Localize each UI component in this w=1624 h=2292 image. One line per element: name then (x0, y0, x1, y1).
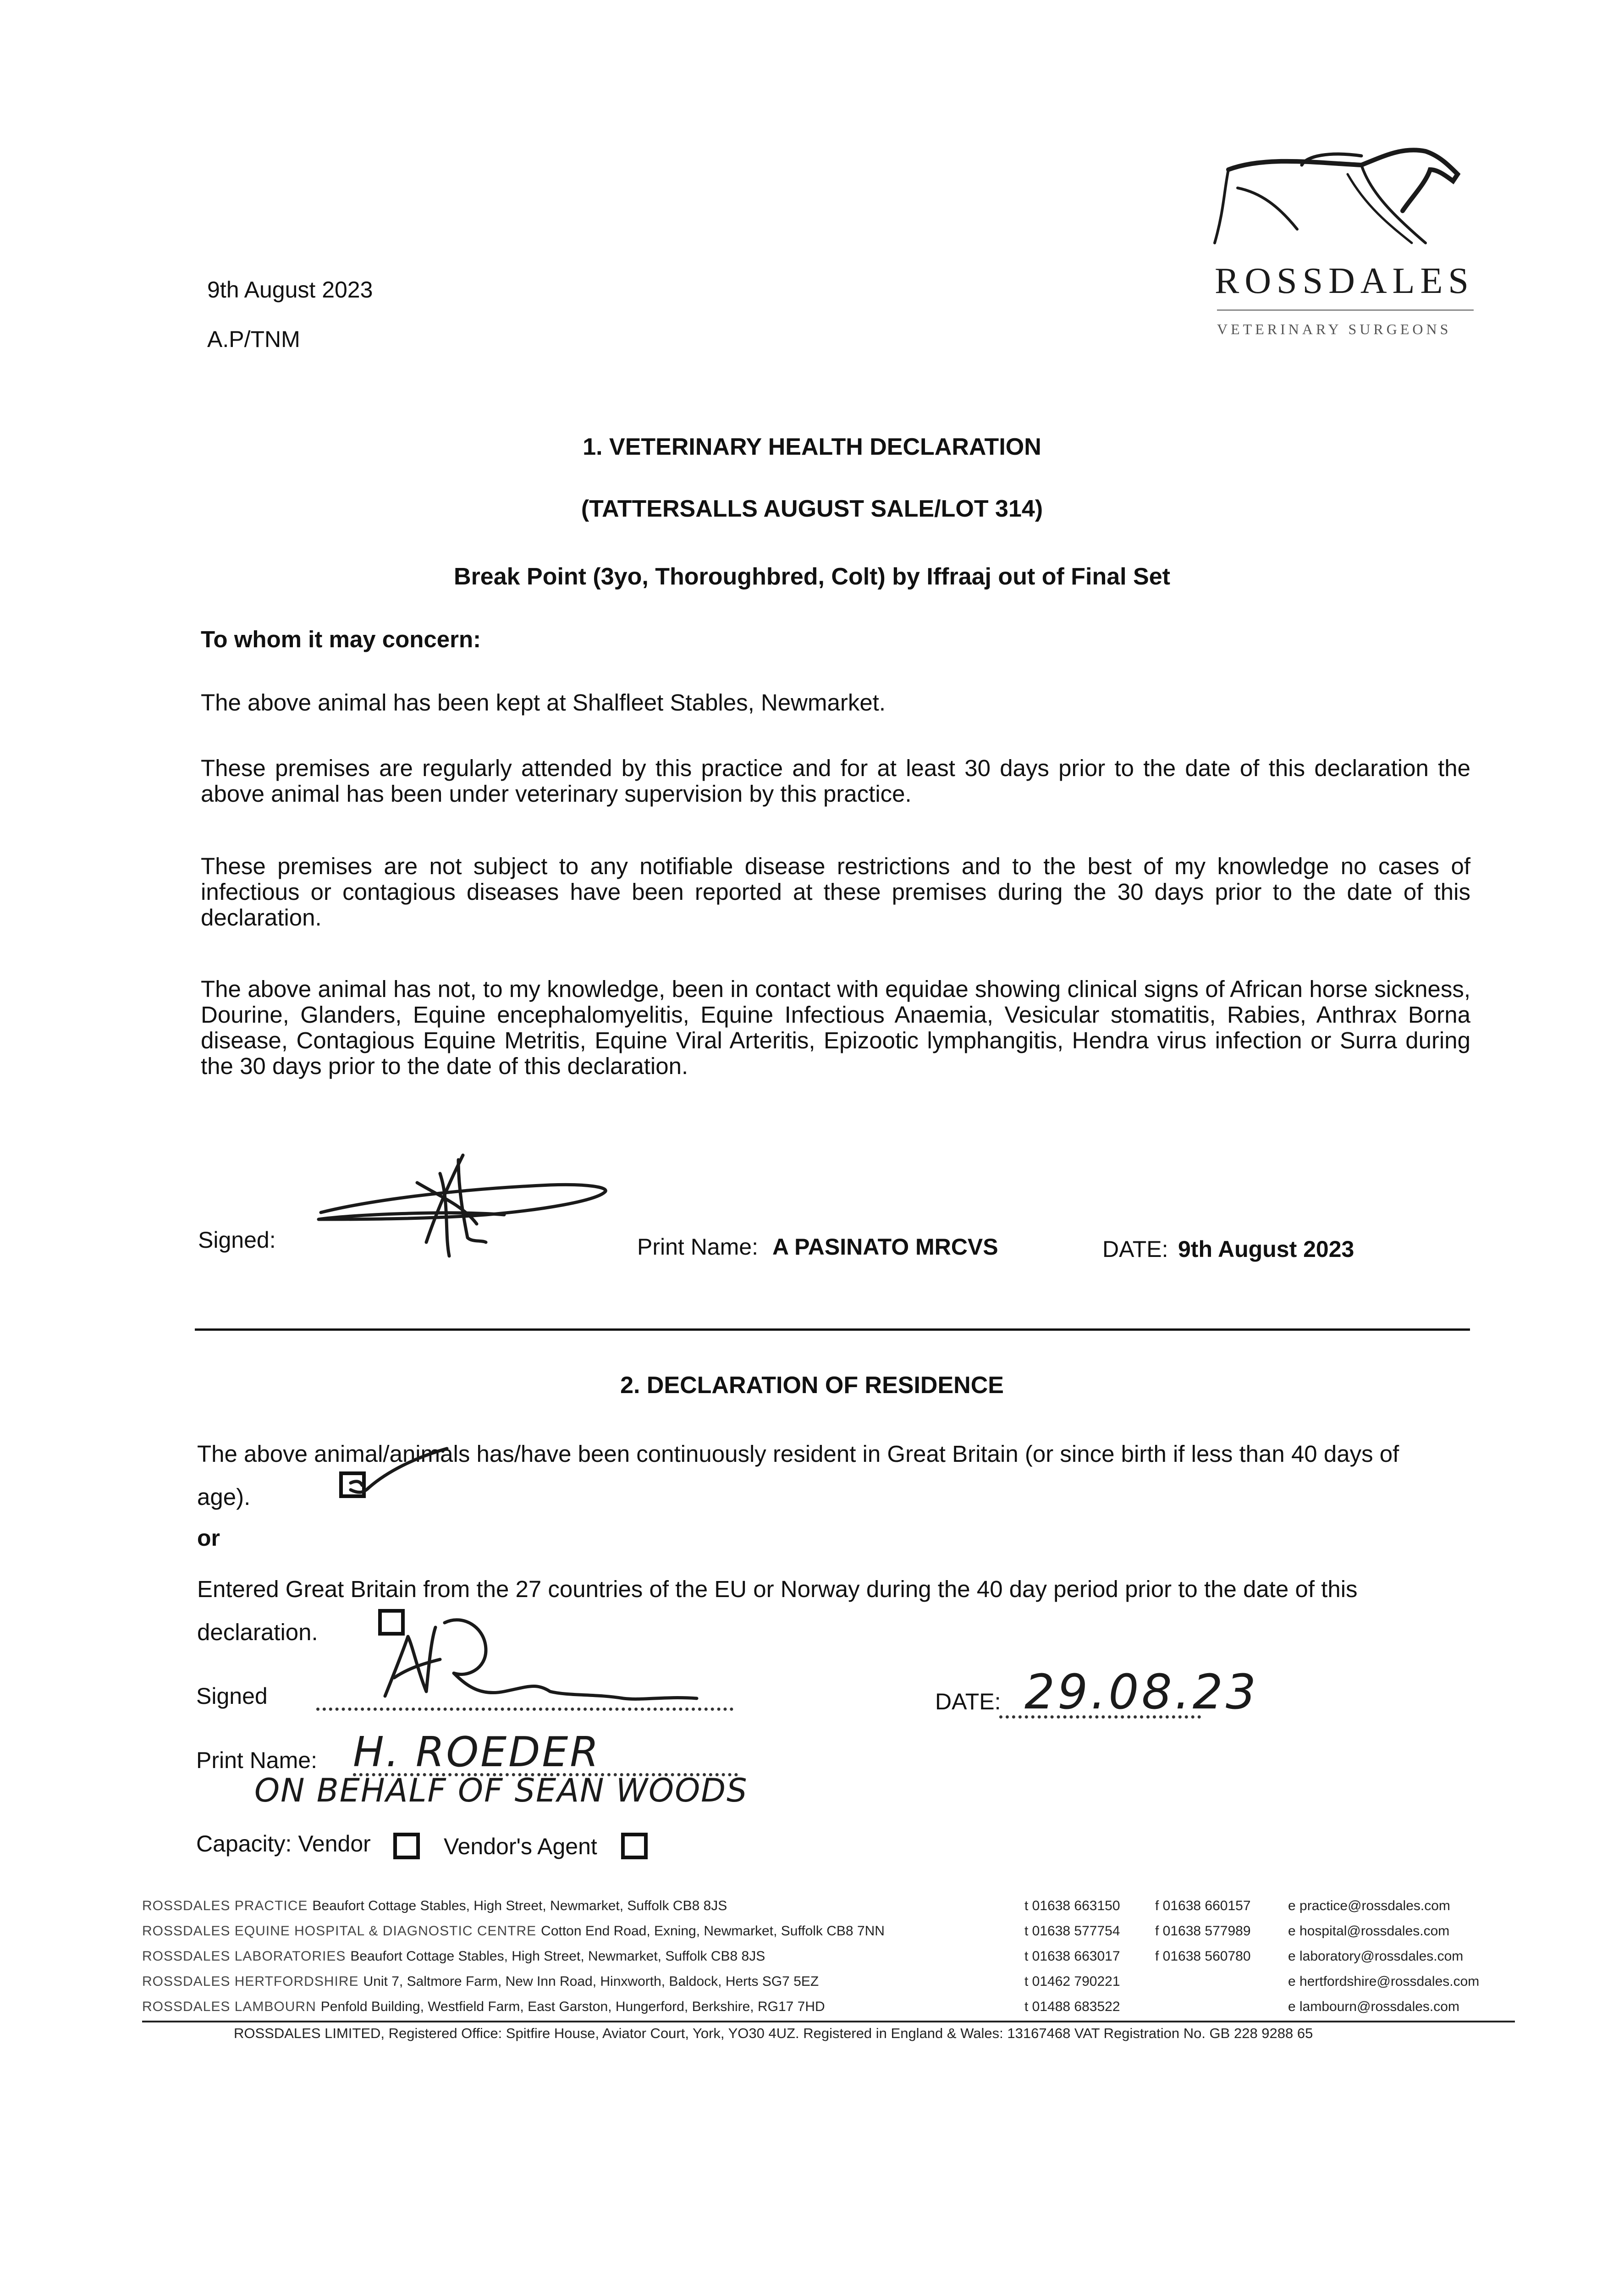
section2-signed-label: Signed (196, 1683, 268, 1709)
section1-signed-label: Signed: (198, 1227, 276, 1253)
paragraph-kept: The above animal has been kept at Shalfleet Stables, Newmarket. (201, 689, 886, 716)
footer-entity-email[interactable]: e practice@rossdales.com (1288, 1898, 1450, 1913)
vendors-agent-label: Vendor's Agent (444, 1834, 597, 1859)
section1-subtitle: (TATTERSALLS AUGUST SALE/LOT 314) (581, 496, 1043, 522)
letter-date: 9th August 2023 (207, 277, 373, 303)
footer-entity-fax: f 01638 560780 (1155, 1949, 1251, 1964)
footer-entity-address: Cotton End Road, Exning, Newmarket, Suffolk CB8 7NN (541, 1923, 885, 1939)
footer-entity-phone: t 01638 663150 (1024, 1898, 1120, 1913)
footer-entity-name: ROSSDALES LABORATORIES (142, 1949, 346, 1964)
footer-entity-phone: t 01638 577754 (1024, 1923, 1120, 1939)
brand-name: ROSSDALES (1215, 261, 1474, 301)
brand-tagline: VETERINARY SURGEONS (1217, 321, 1452, 337)
footer-entity-name: ROSSDALES EQUINE HOSPITAL & DIAGNOSTIC CENTRE (142, 1923, 537, 1939)
footer-entity-phone: t 01462 790221 (1024, 1974, 1120, 1989)
or-label: or (197, 1525, 220, 1551)
section2-print-name-label: Print Name: (196, 1747, 317, 1773)
footer-entity-fax: f 01638 577989 (1155, 1923, 1251, 1939)
horse-line: Break Point (3yo, Thoroughbred, Colt) by Iffraaj out of Final Set (454, 563, 1170, 590)
section2-print-name-value: H. ROEDER (353, 1728, 600, 1776)
footer-entity-name: ROSSDALES PRACTICE (142, 1898, 308, 1913)
footer-entity-address: Beaufort Cottage Stables, High Street, Newmarket, Suffolk CB8 8JS (350, 1949, 765, 1964)
footer-entity-address: Penfold Building, Westfield Farm, East Garston, Hungerford, Berkshire, RG17 7HD (320, 1999, 825, 2014)
section1-date-label: DATE: (1102, 1236, 1168, 1262)
letter-reference: A.P/TNM (207, 326, 300, 352)
footer-entity-name: ROSSDALES LAMBOURN (142, 1999, 316, 2014)
vendor-signature (376, 1604, 706, 1714)
section2-date-value: 29.08.23 (1024, 1664, 1259, 1720)
footer-entity-fax: f 01638 660157 (1155, 1898, 1251, 1913)
paragraph-restrictions: These premises are not subject to any notifiable disease restrictions and to the best of my knowledge no cases of infectious or contagious diseases have been reported at these premises during the 30 days prior to the date of this declaration. (201, 853, 1470, 931)
footer-entity-name: ROSSDALES HERTFORDSHIRE (142, 1974, 359, 1989)
rossdales-horse-logo (1210, 138, 1467, 252)
footer-entity-phone: t 01488 683522 (1024, 1999, 1120, 2014)
brand-divider (1217, 309, 1474, 311)
capacity-vendor-label: Capacity: Vendor (196, 1831, 371, 1857)
footer-entity-address: Unit 7, Saltmore Farm, New Inn Road, Hinxworth, Baldock, Herts SG7 5EZ (363, 1974, 819, 1989)
section2-date-label: DATE: (935, 1689, 1001, 1714)
section-divider (195, 1328, 1470, 1331)
footer-rule (142, 2021, 1515, 2022)
vet-signature (312, 1146, 623, 1261)
footer-entity-phone: t 01638 663017 (1024, 1949, 1120, 1964)
section1-date-value: 9th August 2023 (1178, 1236, 1354, 1262)
section1-title: 1. VETERINARY HEALTH DECLARATION (583, 434, 1041, 460)
section2-title: 2. DECLARATION OF RESIDENCE (620, 1372, 1004, 1399)
footer-entity-email[interactable]: e hospital@rossdales.com (1288, 1923, 1450, 1939)
footer-entity-email[interactable]: e laboratory@rossdales.com (1288, 1949, 1464, 1964)
section2-print-name-note: ON BEHALF OF SEAN WOODS (254, 1772, 748, 1809)
section1-print-name-value: A PASINATO MRCVS (772, 1234, 998, 1260)
footer-entity-email[interactable]: e lambourn@rossdales.com (1288, 1999, 1459, 2014)
paragraph-supervision: These premises are regularly attended by this practice and for at least 30 days prior to the date of this declaration the above animal has been under veterinary supervision by this practice. (201, 755, 1470, 807)
footer-entity-address: Beaufort Cottage Stables, High Street, Newmarket, Suffolk CB8 8JS (312, 1898, 727, 1913)
checkmark-icon (341, 1439, 451, 1504)
vendors-agent-checkbox[interactable] (621, 1833, 648, 1859)
residence-option-1: The above animal/animals has/have been continuously resident in Great Britain (or since birth if less than 40 days of age). (197, 1441, 1399, 1510)
section1-print-name-label: Print Name: (637, 1234, 758, 1260)
footer-legal: ROSSDALES LIMITED, Registered Office: Spitfire House, Aviator Court, York, YO30 4UZ. Registered in England & Wales: 13167468 VAT Registration No. GB 228 9288 65 (234, 2025, 1313, 2041)
salutation: To whom it may concern: (201, 626, 481, 652)
footer-entity-email[interactable]: e hertfordshire@rossdales.com (1288, 1974, 1480, 1989)
residence-option-2: Entered Great Britain from the 27 countries of the EU or Norway during the 40 day period prior to the date of this declaration. (197, 1576, 1358, 1645)
paragraph-contact: The above animal has not, to my knowledge, been in contact with equidae showing clinical signs of African horse sickness, Dourine, Glanders, Equine encephalomyelitis, Equine Infectious Anaemia, Vesicular stomatitis, Rabies, Anthrax Borna disease, Contagious Equine Metritis, Equine Viral Arteritis, Epizootic lymphangitis, Hendra virus infection or Surra during the 30 days prior to the date of this declaration. (201, 976, 1470, 1079)
vendor-checkbox[interactable] (393, 1833, 420, 1859)
